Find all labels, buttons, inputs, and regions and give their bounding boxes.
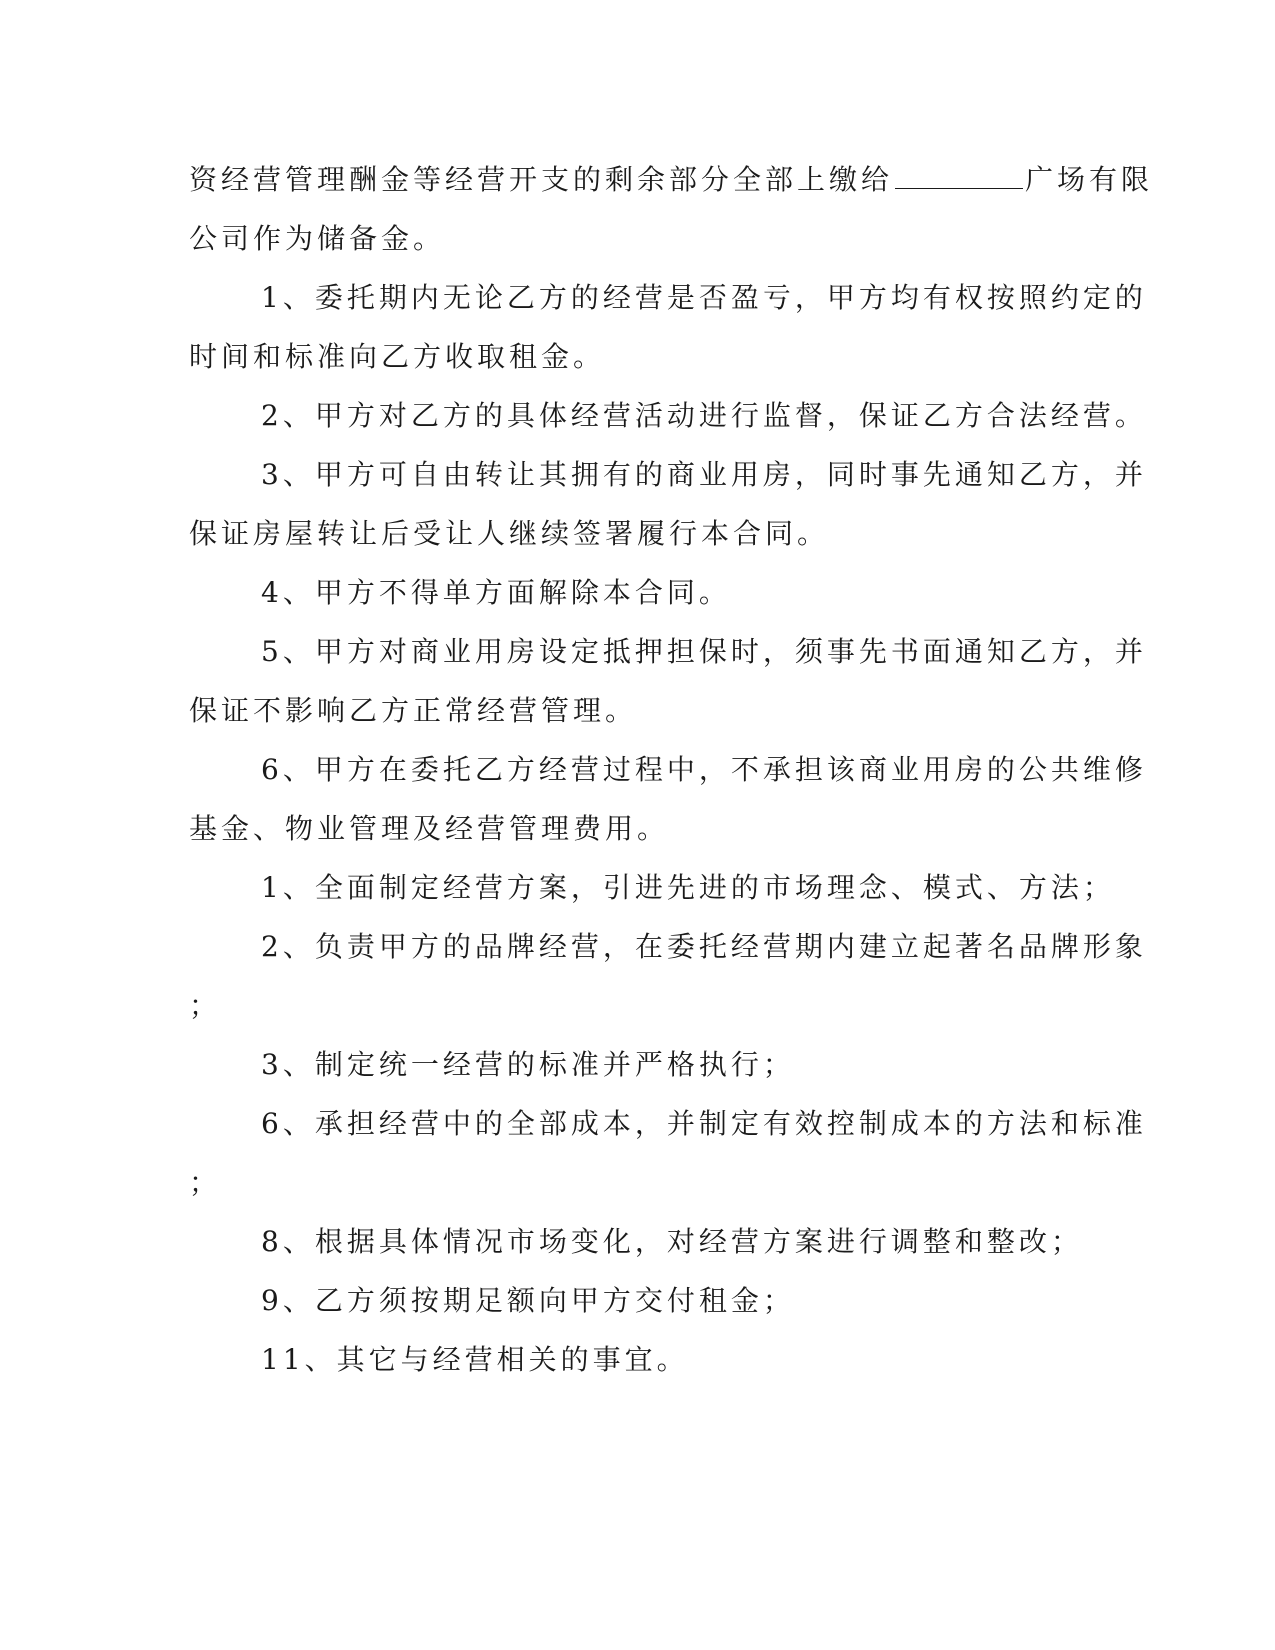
paragraph-line: 公司作为储备金。 — [189, 222, 446, 255]
paragraph-line: 5、甲方对商业用房设定抵押担保时，须事先书面通知乙方，并 — [261, 635, 1147, 668]
paragraph-line: 11、其它与经营相关的事宜。 — [261, 1343, 689, 1376]
paragraph-line: 6、承担经营中的全部成本，并制定有效控制成本的方法和标准 — [261, 1107, 1147, 1140]
paragraph-line: 2、甲方对乙方的具体经营活动进行监督，保证乙方合法经营。 — [261, 399, 1147, 432]
paragraph-line — [189, 160, 1153, 200]
paragraph-line: 4、甲方不得单方面解除本合同。 — [261, 576, 731, 609]
paragraph-line: ； — [189, 1166, 222, 1199]
paragraph-line: 3、制定统一经营的标准并严格执行； — [261, 1048, 795, 1081]
paragraph-line: 时间和标准向乙方收取租金。 — [189, 340, 606, 373]
text-segment: 资经营管理酬金等经营开支的剩余部分全部上缴给 — [189, 163, 894, 196]
paragraph-line: 8、根据具体情况市场变化，对经营方案进行调整和整改； — [261, 1225, 1083, 1258]
paragraph-line: 保证不影响乙方正常经营管理。 — [189, 694, 638, 727]
paragraph-line: 1、全面制定经营方案，引进先进的市场理念、模式、方法； — [261, 871, 1115, 904]
paragraph-line: ； — [189, 989, 222, 1022]
paragraph-line: 保证房屋转让后受让人继续签署履行本合同。 — [189, 517, 830, 550]
paragraph-line: 3、甲方可自由转让其拥有的商业用房，同时事先通知乙方，并 — [261, 458, 1147, 491]
paragraph-line: 6、甲方在委托乙方经营过程中，不承担该商业用房的公共维修 — [261, 753, 1147, 786]
paragraph-line: 基金、物业管理及经营管理费用。 — [189, 812, 670, 845]
paragraph-line: 1、委托期内无论乙方的经营是否盈亏，甲方均有权按照约定的 — [261, 281, 1147, 314]
text-segment: 广场有限 — [1025, 163, 1154, 196]
fill-in-blank — [895, 162, 1023, 189]
paragraph-line: 9、乙方须按期足额向甲方交付租金； — [261, 1284, 795, 1317]
paragraph-line: 2、负责甲方的品牌经营，在委托经营期内建立起著名品牌形象 — [261, 930, 1147, 963]
